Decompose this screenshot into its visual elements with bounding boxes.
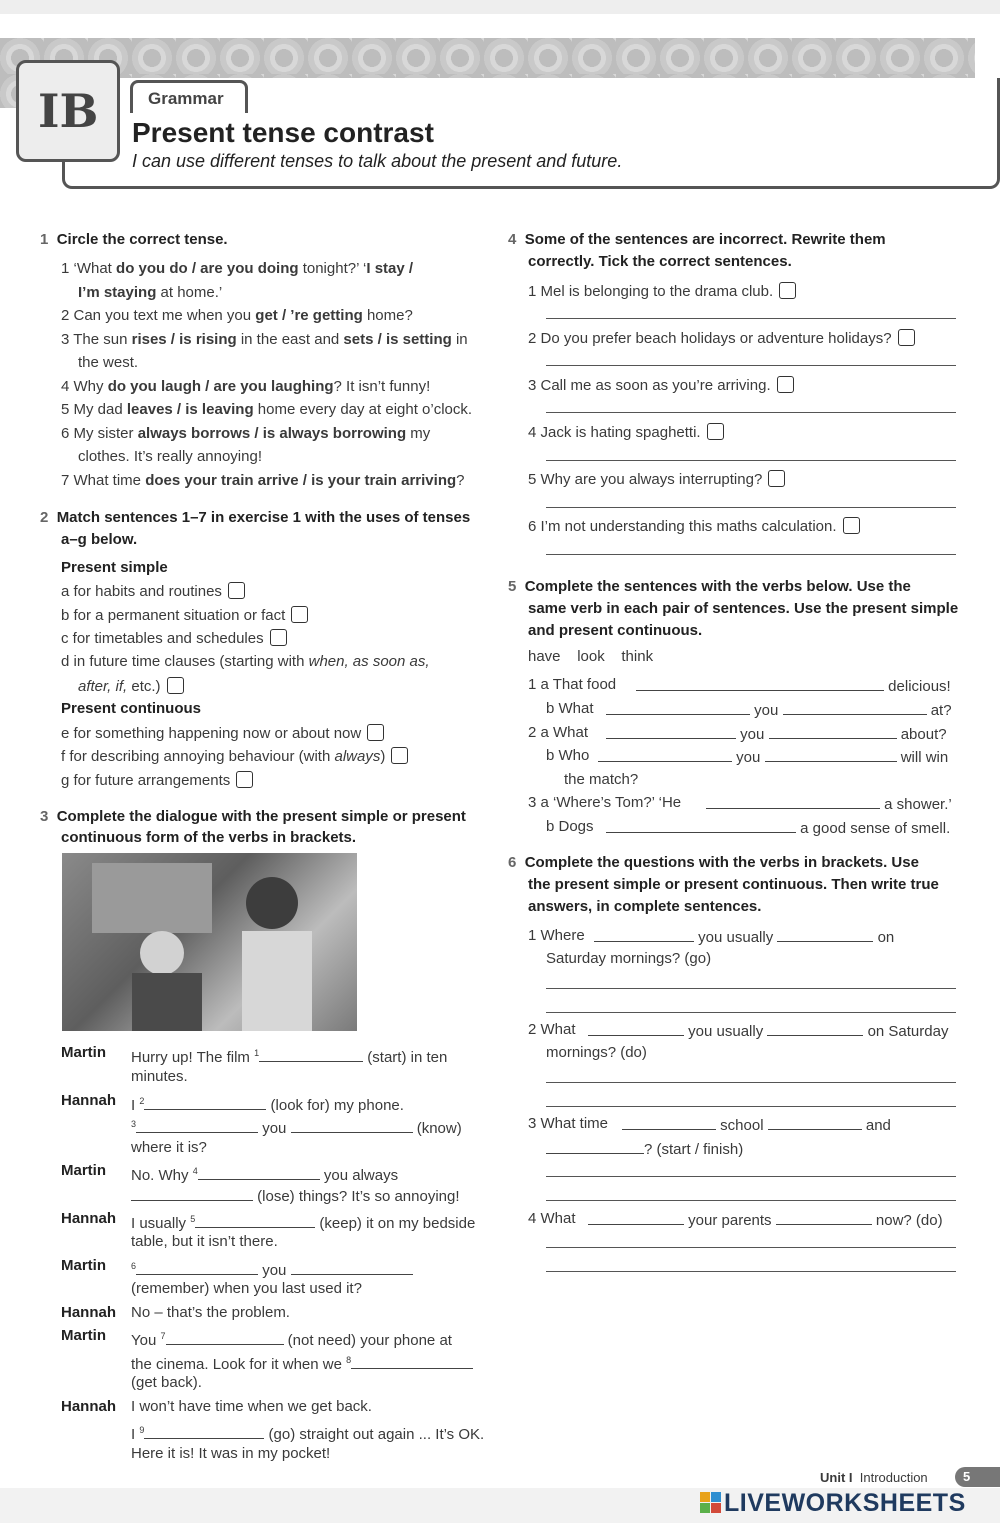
blank-9[interactable] [144, 1424, 264, 1439]
answer-line[interactable] [546, 365, 956, 366]
dialogue-line-8-cont: the cinema. Look for it when we $^8$ [131, 1351, 473, 1374]
ex6-q4: your parents now? (do) [588, 1210, 943, 1230]
ex6-q3: school and [622, 1115, 891, 1135]
dialogue-line-8: You $^7$ (not need) your phone at [131, 1331, 452, 1349]
ex5-1b-label: b What [546, 700, 594, 717]
checkbox[interactable] [367, 724, 384, 741]
dialogue-line-4-cont: (lose) things? It’s so annoying! [131, 1186, 460, 1206]
answer-line[interactable] [546, 1247, 956, 1248]
dialogue-line-1: Hurry up! The film $^1$ (start) in ten [131, 1048, 448, 1066]
tick-box[interactable] [843, 517, 860, 534]
tick-box[interactable] [898, 329, 915, 346]
blank[interactable] [606, 724, 736, 739]
answer-line[interactable] [546, 1200, 956, 1201]
ex2-item-a: a for habits and routines [61, 582, 245, 601]
ex1-item-7[interactable]: 7 What time does your train arrive / is your train arriving? [61, 472, 465, 489]
tick-box[interactable] [707, 423, 724, 440]
answer-line[interactable] [546, 318, 956, 319]
page-subtitle: I can use different tenses to talk about the present and future. [132, 151, 623, 171]
ex5-3b-label: b Dogs [546, 818, 594, 835]
ex4-item-5: 5 Why are you always interrupting? [528, 470, 785, 489]
dialogue-line-9-end: Here it is! It was in my pocket! [131, 1445, 331, 1462]
speaker-hannah: Hannah [61, 1398, 117, 1415]
page-number-tab [955, 1467, 1000, 1487]
dialogue-line-6: $^6$ you [131, 1257, 413, 1280]
ex5-1b: you at? [606, 700, 952, 720]
blank[interactable] [776, 1210, 872, 1225]
dialogue-line-3-cont: where it is? [131, 1139, 207, 1156]
dialogue-line-7: No – that’s the problem. [131, 1304, 290, 1321]
ex4-item-4: 4 Jack is hating spaghetti. [528, 423, 724, 442]
ex2-heading: 2 Match sentences 1–7 in exercise 1 with the uses of tenses [40, 509, 471, 526]
ex6-q4-label: 4 What [528, 1210, 576, 1227]
ex6-heading-cont: the present simple or present continuous. Then write true [528, 876, 939, 893]
ex1-heading: 1 Circle the correct tense. [40, 231, 228, 248]
ex5-1a: delicious! [636, 676, 951, 696]
liveworksheets-logo-icon [700, 1492, 722, 1514]
girl-body [242, 931, 312, 1031]
tick-box[interactable] [768, 470, 785, 487]
girl-head [246, 877, 298, 929]
blank-4[interactable] [198, 1165, 320, 1180]
ex5-2b-label: b Who [546, 747, 590, 764]
grammar-label: Grammar [148, 89, 224, 108]
ex5-verb-box: have look think [528, 648, 654, 665]
ex5-2a-label: 2 a What [528, 724, 589, 741]
blank[interactable] [768, 1115, 862, 1130]
answer-line[interactable] [546, 1176, 956, 1177]
ex6-q2-label: 2 What [528, 1021, 576, 1038]
blank[interactable] [783, 700, 927, 715]
blank-6b[interactable] [291, 1260, 413, 1275]
checkbox[interactable] [167, 677, 184, 694]
checkbox[interactable] [270, 629, 287, 646]
ex2-item-d: d in future time clauses (starting with when, as soon as, [61, 653, 430, 670]
blank-3b[interactable] [291, 1118, 413, 1133]
ex5-heading: 5 Complete the sentences with the verbs below. Use the [508, 578, 911, 595]
dialogue-line-1-cont: minutes. [131, 1068, 188, 1085]
blank-5[interactable] [195, 1213, 315, 1228]
dialogue-photo [62, 853, 357, 1031]
unit-code: IB [38, 84, 99, 138]
blank[interactable] [546, 1139, 644, 1154]
blank[interactable] [769, 724, 897, 739]
answer-line[interactable] [546, 507, 956, 508]
ex6-q2: you usually on Saturday [588, 1021, 948, 1041]
ex5-2b-cont: the match? [564, 771, 639, 788]
ex2-item-b: b for a permanent situation or fact [61, 606, 308, 625]
ex6-q1-label: 1 Where [528, 927, 585, 944]
blank-7[interactable] [166, 1330, 284, 1345]
dialogue-line-4: No. Why $^4$ you always [131, 1166, 399, 1184]
blank-4b[interactable] [131, 1186, 253, 1201]
checkbox[interactable] [236, 771, 253, 788]
photo-illustration [62, 853, 357, 1031]
ex4-heading: 4 Some of the sentences are incorrect. Rewrite them [508, 231, 886, 248]
ex1-item-3[interactable]: 3 The sun rises / is rising in the east and sets / is setting in [61, 331, 468, 348]
ex6-q2-cont: mornings? (do) [546, 1044, 647, 1061]
ex5-3a-label: 3 a ‘Where’s Tom?’ ‘He [528, 794, 682, 811]
blank[interactable] [606, 818, 796, 833]
blank[interactable] [767, 1021, 863, 1036]
ex1-item-3-cont: the west. [78, 354, 139, 371]
ex5-heading-cont: same verb in each pair of sentences. Use the present simple [528, 600, 959, 617]
blank[interactable] [606, 700, 750, 715]
ex2-subhead-simple: Present simple [61, 559, 168, 576]
ex5-2b: you will win [598, 747, 948, 767]
footer-unit: Unit I Introduction [820, 1470, 928, 1485]
dialogue-line-2: I $^2$ (look for) my phone. [131, 1096, 404, 1114]
page-title: Present tense contrast [132, 117, 434, 148]
liveworksheets-brand[interactable]: LIVEWORKSHEETS [724, 1489, 966, 1517]
ex6-q3-cont: ? (start / finish) [546, 1139, 743, 1159]
answer-line[interactable] [546, 1106, 956, 1107]
speaker-hannah: Hannah [61, 1210, 117, 1227]
ex5-1a-label: 1 a That food [528, 676, 617, 693]
speaker-martin: Martin [61, 1327, 106, 1344]
dialogue-line-3: $^3$ you (know) [131, 1119, 462, 1137]
boy-body [132, 973, 202, 1031]
blank-8[interactable] [351, 1354, 473, 1369]
dialogue-line-5-cont: table, but it isn’t there. [131, 1233, 278, 1250]
blank[interactable] [588, 1210, 684, 1225]
checkbox[interactable] [291, 606, 308, 623]
ex1-item-2[interactable]: 2 Can you text me when you get / ’re getting home? [61, 307, 413, 324]
answer-line[interactable] [546, 988, 956, 989]
ex5-3b: a good sense of smell. [606, 818, 950, 838]
blank[interactable] [706, 794, 880, 809]
ex1-item-6[interactable]: 6 My sister always borrows / is always borrowing my [61, 425, 431, 442]
answer-line[interactable] [546, 1012, 956, 1013]
blank[interactable] [588, 1021, 684, 1036]
speaker-hannah: Hannah [61, 1092, 117, 1109]
blank-1[interactable] [259, 1047, 363, 1062]
blank[interactable] [777, 927, 873, 942]
answer-line[interactable] [546, 1271, 956, 1272]
notice-board [92, 863, 212, 933]
ex4-item-1: 1 Mel is belonging to the drama club. [528, 282, 796, 301]
ex5-3a: a shower.’ [706, 794, 952, 814]
boy-head [140, 931, 184, 975]
dialogue-line-5: I usually $^5$ (keep) it on my bedside [131, 1214, 476, 1232]
top-strip [0, 0, 1000, 14]
ex5-2a: you about? [606, 724, 947, 744]
blank[interactable] [598, 747, 732, 762]
dialogue-line-9-cont: I $^9$ (go) straight out again ... It’s OK. [131, 1425, 485, 1443]
speaker-martin: Martin [61, 1162, 106, 1179]
speaker-martin: Martin [61, 1044, 106, 1061]
ex6-heading-end: answers, in complete sentences. [528, 898, 762, 915]
ex2-heading-cont: a–g below. [61, 531, 138, 548]
ex3-heading: 3 Complete the dialogue with the present simple or present [40, 808, 466, 825]
answer-line[interactable] [546, 1082, 956, 1083]
blank[interactable] [765, 747, 897, 762]
ex2-item-e: e for something happening now or about now [61, 724, 384, 743]
ex2-item-g: g for future arrangements [61, 771, 253, 790]
blank-3[interactable] [136, 1118, 258, 1133]
ex2-item-d-cont: after, if, etc.) [78, 677, 184, 696]
ex4-item-6: 6 I’m not understanding this maths calculation. [528, 517, 860, 536]
answer-line[interactable] [546, 554, 956, 555]
ex6-q1-cont: Saturday mornings? (go) [546, 950, 712, 967]
tick-box[interactable] [779, 282, 796, 299]
blank[interactable] [594, 927, 694, 942]
ex3-heading-cont: continuous form of the verbs in brackets. [61, 829, 357, 846]
ex1-item-6-cont: clothes. It’s really annoying! [78, 448, 262, 465]
ex6-q1: you usually on [594, 927, 894, 947]
page-number: 5 [963, 1469, 971, 1484]
tick-box[interactable] [777, 376, 794, 393]
ex4-heading-cont: correctly. Tick the correct sentences. [528, 253, 792, 270]
ex5-heading-end: and present continuous. [528, 622, 703, 639]
dialogue-line-8-end: (get back). [131, 1374, 202, 1391]
speaker-hannah: Hannah [61, 1304, 117, 1321]
answer-line[interactable] [546, 412, 956, 413]
dialogue-line-9: I won’t have time when we get back. [131, 1398, 372, 1415]
ex2-subhead-continuous: Present continuous [61, 700, 202, 717]
ex1-item-4[interactable]: 4 Why do you laugh / are you laughing? It isn’t funny! [61, 378, 431, 395]
speaker-martin: Martin [61, 1257, 106, 1274]
ex2-item-f: f for describing annoying behaviour (with always) [61, 747, 408, 766]
ex6-q3-label: 3 What time [528, 1115, 609, 1132]
blank[interactable] [636, 676, 884, 691]
blank-2[interactable] [144, 1095, 266, 1110]
blank-6[interactable] [136, 1260, 258, 1275]
ex6-heading: 6 Complete the questions with the verbs in brackets. Use [508, 854, 919, 871]
ex4-item-2: 2 Do you prefer beach holidays or adventure holidays? [528, 329, 915, 348]
blank[interactable] [622, 1115, 716, 1130]
answer-line[interactable] [546, 460, 956, 461]
ex2-item-c: c for timetables and schedules [61, 629, 287, 648]
ex1-item-5[interactable]: 5 My dad leaves / is leaving home every day at eight o’clock. [61, 401, 473, 418]
checkbox[interactable] [228, 582, 245, 599]
checkbox[interactable] [391, 747, 408, 764]
ex1-item-1[interactable]: 1 ‘What do you do / are you doing tonight?’ ‘I stay / [61, 260, 414, 277]
ex4-item-3: 3 Call me as soon as you’re arriving. [528, 376, 794, 395]
dialogue-line-6-cont: (remember) when you last used it? [131, 1280, 362, 1297]
ex1-item-1-cont[interactable]: I’m staying at home.’ [78, 284, 223, 301]
